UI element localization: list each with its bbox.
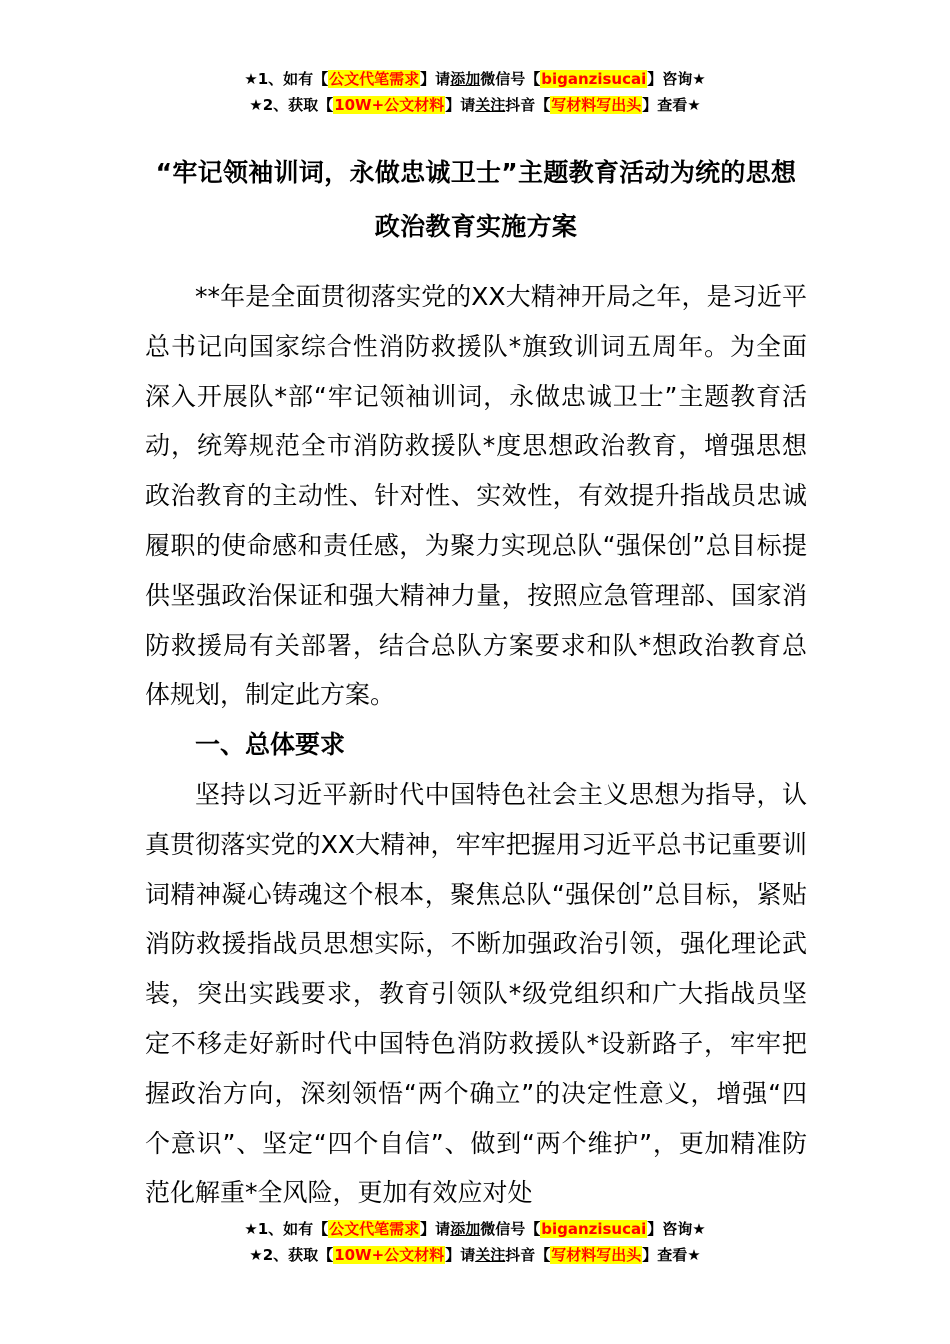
document-title: “牢记领袖训词，永做忠诚卫士”主题教育活动为统的思想政治教育实施方案 [155, 158, 797, 241]
highlight-text: 10W+公文材料 [334, 1246, 445, 1264]
section-heading: 一、总体要求 [195, 730, 346, 760]
highlight-text: 写材料写出头 [551, 96, 642, 114]
document-body [145, 272, 807, 1218]
highlight-text: biganzisucai [541, 1220, 647, 1238]
section-paragraph: 坚持以习近平新时代中国特色社会主义思想为指导，认真贯彻落实党的XX大精神，牢牢把握用习近平总书记重要训词精神凝心铸魂这个根本，聚焦总队“强保创”总目标，紧贴消防救援指战员思想实际，不断加强政治引领，强化理论武装，突出实践要求，教育引领队*级党组织和广大指战员坚定不移走好新时代中国特色消防救援队*设新路子，牢牢把握政治方向，深刻领悟“两个确立”的决定性意义，增强“四个意识”、坚定“四个自信”、做到“两个维护”，更加精准防范化解重*全风险，更加有效应对处 [145, 779, 807, 1208]
highlight-text: 写材料写出头 [551, 1246, 642, 1264]
promo-line-1: ★1、如有【公文代笔需求】请添加微信号【biganzisucai】咨询★ [244, 1220, 706, 1238]
highlight-text: 公文代笔需求 [329, 70, 420, 88]
promo-line-1: ★1、如有【公文代笔需求】请添加微信号【biganzisucai】咨询★ [244, 70, 706, 88]
promo-banner-bottom [0, 1216, 950, 1268]
underlined-text: 关注 [475, 1246, 506, 1264]
underlined-text: 添加 [450, 70, 481, 88]
highlight-text: 10W+公文材料 [334, 96, 445, 114]
underlined-text: 关注 [475, 96, 506, 114]
promo-line-2: ★2、获取【10W+公文材料】请关注抖音【写材料写出头】查看★ [249, 96, 701, 114]
highlight-text: biganzisucai [541, 70, 647, 88]
intro-paragraph: **年是全面贯彻落实党的XX大精神开局之年，是习近平总书记向国家综合性消防救援队*旗致训词五周年。为全面深入开展队*部“牢记领袖训词，永做忠诚卫士”主题教育活动，统筹规范全市消防救援队*度思想政治教育，增强思想政治教育的主动性、针对性、实效性，有效提升指战员忠诚履职的使命感和责任感，为聚力实现总队“强保创”总目标提供坚强政治保证和强大精神力量，按照应急管理部、国家消防救援局有关部署，结合总队方案要求和队*想政治教育总体规划，制定此方案。 [145, 282, 807, 710]
promo-line-2: ★2、获取【10W+公文材料】请关注抖音【写材料写出头】查看★ [249, 1246, 701, 1264]
highlight-text: 公文代笔需求 [329, 1220, 420, 1238]
promo-banner-top [0, 66, 950, 118]
underlined-text: 添加 [450, 1220, 481, 1238]
